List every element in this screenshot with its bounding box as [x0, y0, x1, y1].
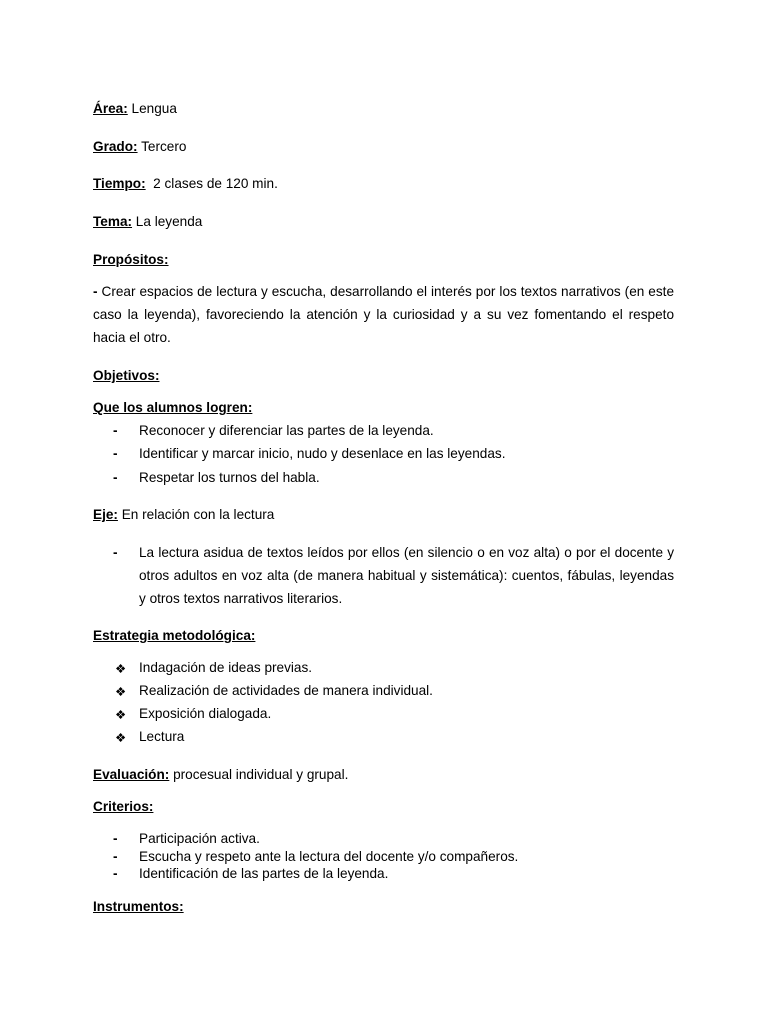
dash-marker: -: [113, 470, 118, 485]
tiempo-value: 2 clases de 120 min.: [145, 176, 278, 191]
objetivo-text: Respetar los turnos del habla.: [139, 470, 320, 485]
propositos-text: Crear espacios de lectura y escucha, desarrollando el interés por los textos narrativos (en este caso la leyenda), favoreciendo la atención y la curiosidad y a su vez fomentando el respeto hacia el otro.: [93, 284, 675, 345]
objetivos-heading: Objetivos:: [93, 368, 160, 383]
tiempo-label: Tiempo:: [93, 176, 146, 191]
propositos-heading: Propósitos:: [93, 252, 169, 267]
evaluacion-line: [93, 767, 348, 782]
tema-value: La leyenda: [132, 214, 203, 229]
eje-item-text: La lectura asidua de textos leídos por ellos (en silencio o en voz alta) o por el docente y otros adultos en voz alta (de manera habitual y sistemática): cuentos, fábulas, leyendas y otros textos narrativos literarios.: [139, 545, 674, 606]
area-value: Lengua: [127, 101, 177, 116]
tema-label: Tema:: [93, 214, 133, 229]
diamond-bullet-icon: ❖: [115, 685, 127, 699]
propositos-dash: -: [93, 284, 102, 299]
objetivo-text: Reconocer y diferenciar las partes de la leyenda.: [139, 423, 434, 438]
grado-line: [93, 139, 186, 154]
dash-marker: -: [113, 423, 118, 438]
estrategia-text: Exposición dialogada.: [139, 706, 272, 721]
area-line: [93, 101, 177, 116]
tiempo-line: [93, 176, 278, 191]
dash-marker: -: [113, 545, 118, 560]
diamond-bullet-icon: ❖: [115, 708, 127, 722]
dash-marker: -: [113, 446, 118, 461]
propositos-paragraph: [93, 280, 674, 349]
tema-line: [93, 214, 202, 229]
evaluacion-label: Evaluación:: [93, 767, 170, 782]
objetivo-text: Identificar y marcar inicio, nudo y desenlace en las leyendas.: [139, 446, 506, 461]
instrumentos-heading: Instrumentos:: [93, 899, 184, 914]
criterios-heading: Criterios:: [93, 799, 154, 814]
diamond-bullet-icon: ❖: [115, 662, 127, 676]
estrategia-text: Indagación de ideas previas.: [139, 660, 313, 675]
dash-marker: -: [113, 866, 118, 881]
criterio-text: Escucha y respeto ante la lectura del docente y/o compañeros.: [139, 849, 519, 864]
criterio-text: Identificación de las partes de la leyenda.: [139, 866, 389, 881]
estrategia-text: Realización de actividades de manera individual.: [139, 683, 433, 698]
grado-value: Tercero: [137, 139, 187, 154]
diamond-bullet-icon: ❖: [115, 731, 127, 745]
grado-label: Grado:: [93, 139, 138, 154]
eje-value: En relación con la lectura: [117, 507, 275, 522]
estrategia-text: Lectura: [139, 729, 185, 744]
dash-marker: -: [113, 849, 118, 864]
dash-marker: -: [113, 831, 118, 846]
estrategia-heading: Estrategia metodológica:: [93, 628, 256, 643]
area-label: Área:: [93, 101, 128, 116]
criterio-text: Participación activa.: [139, 831, 260, 846]
objetivos-subheading: Que los alumnos logren:: [93, 400, 253, 415]
eje-line: [93, 507, 274, 522]
evaluacion-value: procesual individual y grupal.: [169, 767, 349, 782]
eje-label: Eje:: [93, 507, 118, 522]
